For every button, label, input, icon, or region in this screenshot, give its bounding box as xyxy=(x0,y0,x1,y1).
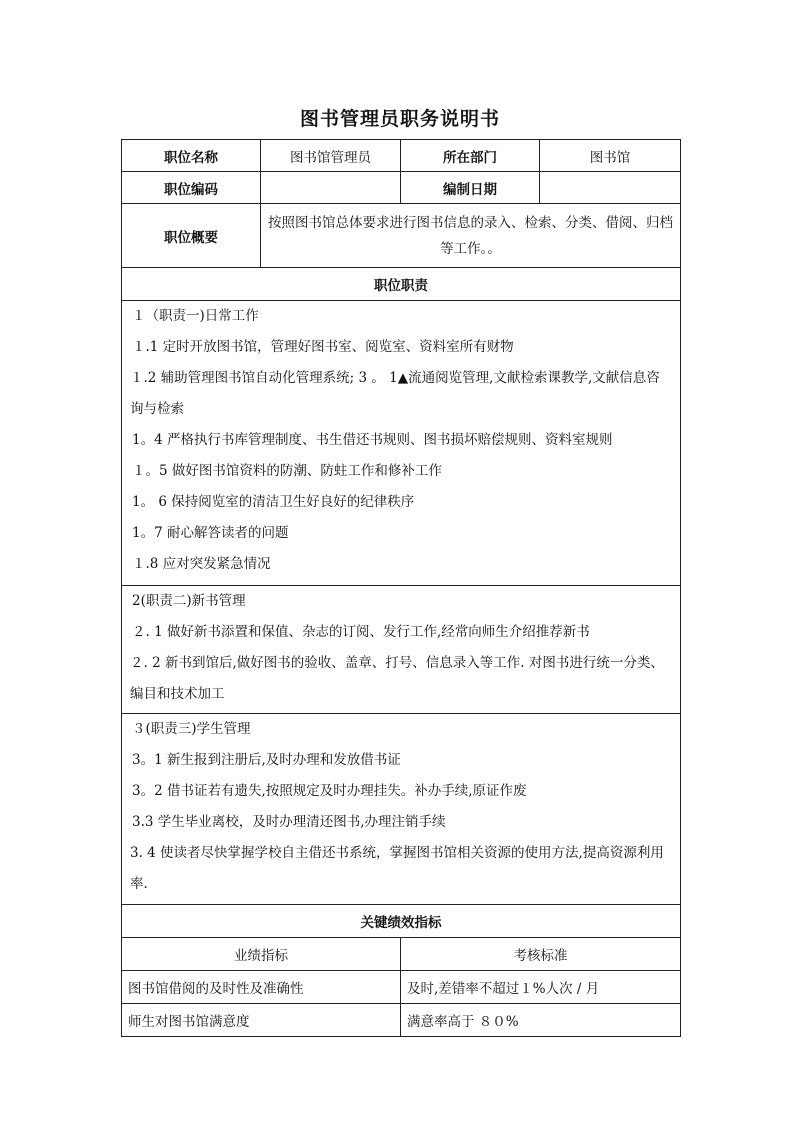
duty-item: 3。2 借书证若有遗失,按照规定及时办理挂失。补办手续,原证作废 xyxy=(132,783,527,799)
duty-item: ２. 1 做好新书添置和保值、杂志的订阅、发行工作,经常向师生介绍推荐新书 xyxy=(132,624,590,640)
duty-item: １.8 应对突发紧急情况 xyxy=(132,556,271,572)
kpi-standard-header: 考核标准 xyxy=(401,938,681,971)
position-name-label: 职位名称 xyxy=(122,140,261,172)
duty-group-2 xyxy=(122,586,681,714)
duty-item: １。5 做好图书馆资料的防潮、防蛀工作和修补工作 xyxy=(132,463,442,479)
summary-label: 职位概要 xyxy=(122,204,261,268)
department-label: 所在部门 xyxy=(401,140,540,172)
position-code-value xyxy=(261,172,401,204)
job-description-table xyxy=(121,139,681,1037)
duty-item: ２. 2 新书到馆后,做好图书的验收、盖章、打号、信息录入等工作. 对图书进行统一分类、编目和技术加工 xyxy=(130,655,664,702)
duty-group-3 xyxy=(122,714,681,905)
department-value: 图书馆 xyxy=(540,140,681,172)
duty-group-1-heading: １（职责一)日常工作 xyxy=(132,308,259,324)
summary-value: 按照图书馆总体要求进行图书信息的录入、检索、分类、借阅、归档等工作。。 xyxy=(261,204,681,268)
duty-item: 3.3 学生毕业离校，及时办理清还图书,办理注销手续 xyxy=(132,814,446,830)
position-name-value: 图书馆管理员 xyxy=(261,140,401,172)
duty-group-3-heading: ３(职责三)学生管理 xyxy=(132,721,251,737)
duty-item: 1。4 严格执行书库管理制度、书生借还书规则、图书损坏赔偿规则、资料室规则 xyxy=(132,432,613,448)
kpi-standard: 及时,差错率不超过１%人次 / 月 xyxy=(401,971,681,1004)
kpi-standard: 满意率高于 ８０% xyxy=(401,1004,681,1037)
document-title: 图书管理员职务说明书 xyxy=(299,108,500,130)
duty-item: １.1 定时开放图书馆，管理好图书室、阅览室、资料室所有财物 xyxy=(132,339,514,355)
compile-date-value xyxy=(540,172,681,204)
duty-group-2-heading: 2(职责二)新书管理 xyxy=(132,593,246,609)
kpi-indicator: 图书馆借阅的及时性及准确性 xyxy=(122,971,401,1004)
kpi-title-row xyxy=(122,905,681,938)
kpi-row xyxy=(122,1004,681,1037)
kpi-section-title: 关键绩效指标 xyxy=(122,905,681,938)
kpi-indicator: 师生对图书馆满意度 xyxy=(122,1004,401,1037)
summary-row xyxy=(122,204,681,268)
kpi-indicator-header: 业绩指标 xyxy=(122,938,401,971)
position-code-row xyxy=(122,172,681,204)
duty-item: １.2 辅助管理图书馆自动化管理系统; 3 。 1▲流通阅览管理,文献检索课教学,文献信息咨询与检索 xyxy=(130,370,660,417)
duties-title-row xyxy=(122,268,681,301)
duty-item: 3. 4 使读者尽快掌握学校自主借还书系统，掌握图书馆相关资源的使用方法,提高资源利用率. xyxy=(130,845,664,892)
duty-item: 3。1 新生报到注册后,及时办理和发放借书证 xyxy=(132,752,401,768)
position-code-label: 职位编码 xyxy=(122,172,261,204)
kpi-header-row xyxy=(122,938,681,971)
position-name-row xyxy=(122,140,681,172)
duties-section-title: 职位职责 xyxy=(122,268,681,301)
kpi-row xyxy=(122,971,681,1004)
duty-item: 1。 6 保持阅览室的清洁卫生好良好的纪律秩序 xyxy=(132,494,415,510)
duty-group-1 xyxy=(122,301,681,586)
compile-date-label: 编制日期 xyxy=(401,172,540,204)
duty-item: 1。7 耐心解答读者的问题 xyxy=(132,525,289,541)
